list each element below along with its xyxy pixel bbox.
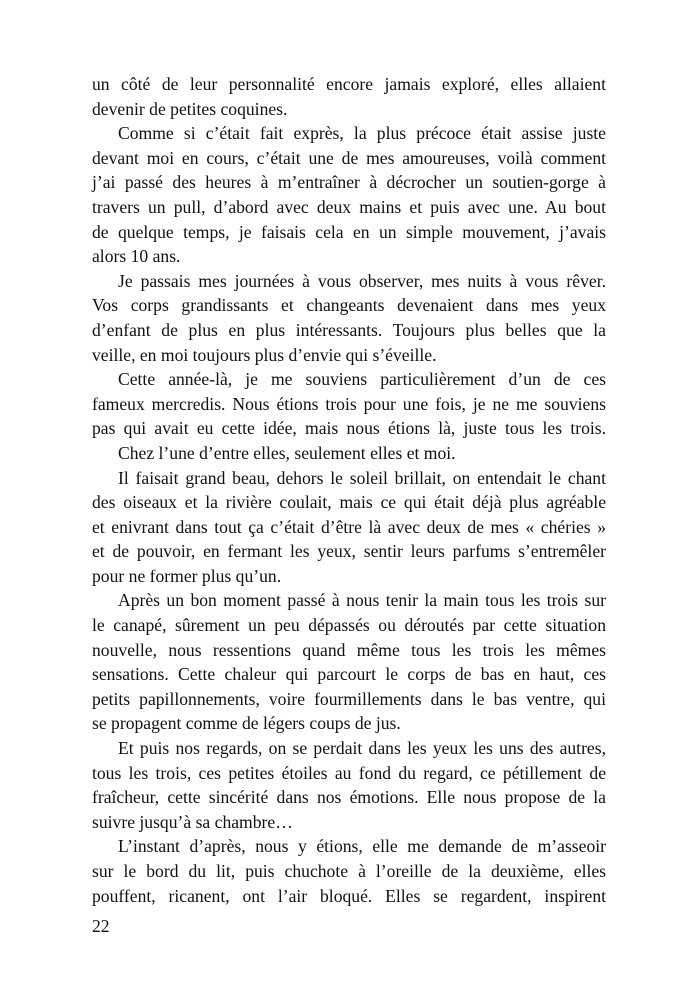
text-line: j’ai passé des heures à m’entraîner à décrocher un soutien-gorge à	[92, 172, 606, 193]
text-line: pour ne former plus qu’un.	[92, 565, 282, 586]
text-line: se propagent comme de légers coups de jus.	[92, 713, 401, 734]
text-line: et enivrant dans tout ça c’était d’être là avec deux de mes « chéries »	[92, 516, 606, 537]
text-line: de quelque temps, je faisais cela en un simple mouvement, j’avais	[92, 221, 606, 242]
text-line: Après un bon moment passé à nous tenir la main tous les trois sur	[118, 590, 606, 611]
text-line: un côté de leur personnalité encore jamais exploré, elles allaient	[92, 74, 606, 94]
text-line: pouffent, ricanent, ont l’air bloqué. Elles se regardent, inspirent	[92, 885, 606, 906]
text-line: fraîcheur, cette sincérité dans nos émotions. Elle nous propose de la	[92, 787, 606, 808]
paragraph	[92, 588, 606, 736]
text-line: petits papillonnements, voire fourmillements dans le bas ventre, qui	[92, 688, 606, 709]
paragraph	[92, 121, 606, 269]
text-line: suivre jusqu’à sa chambre…	[92, 811, 293, 832]
text-line: le canapé, sûrement un peu dépassés ou déroutés par cette situation	[92, 615, 606, 636]
paragraph	[92, 466, 606, 589]
text-line: tous les trois, ces petites étoiles au fond du regard, ce pétillement de	[92, 762, 606, 783]
text-line: des oiseaux et la rivière coulait, mais ce qui était déjà plus agréable	[92, 492, 606, 513]
paragraph	[92, 834, 606, 908]
text-line: d’enfant de plus en plus intéressants. Toujours plus belles que la	[92, 319, 606, 340]
body-text	[92, 72, 606, 908]
text-line: alors 10 ans.	[92, 246, 181, 267]
text-line: Et puis nos regards, on se perdait dans les yeux les uns des autres,	[118, 738, 606, 759]
text-line: fameux mercredis. Nous étions trois pour une fois, je ne me souviens	[92, 393, 606, 414]
text-line: Il faisait grand beau, dehors le soleil brillait, on entendait le chant	[118, 467, 606, 488]
paragraph	[92, 269, 606, 367]
paragraph	[92, 367, 606, 441]
paragraph	[92, 736, 606, 834]
text-line: travers un pull, d’abord avec deux mains et puis avec une. Au bout	[92, 196, 606, 217]
text-line: nouvelle, nous ressentions quand même tous les trois les mêmes	[92, 639, 606, 660]
text-line: sur le bord du lit, puis chuchote à l’oreille de la deuxième, elles	[92, 861, 606, 881]
page-number: 22	[92, 916, 110, 936]
text-line: sensations. Cette chaleur qui parcourt le corps de bas en haut, ces	[92, 664, 606, 685]
text-line: et de pouvoir, en fermant les yeux, sentir leurs parfums s’entremêler	[92, 541, 606, 562]
paragraph	[92, 72, 606, 121]
text-line: Vos corps grandissants et changeants devenaient dans mes yeux	[92, 295, 606, 316]
text-line: devenir de petites coquines.	[92, 98, 288, 119]
text-line: pas qui avait eu cette idée, mais nous étions là, juste tous les trois.	[92, 418, 606, 439]
text-line: veille, en moi toujours plus d’envie qui s’éveille.	[92, 344, 437, 365]
text-line: devant moi en cours, c’était une de mes amoureuses, voilà comment	[92, 147, 606, 168]
paragraph	[92, 441, 606, 466]
text-line: Chez l’une d’entre elles, seulement elles et moi.	[118, 442, 456, 463]
text-line: Je passais mes journées à vous observer, mes nuits à vous rêver.	[118, 270, 606, 291]
text-line: Comme si c’était fait exprès, la plus précoce était assise juste	[118, 123, 606, 144]
text-line: L’instant d’après, nous y étions, elle me demande de m’asseoir	[118, 836, 606, 857]
text-line: Cette année-là, je me souviens particulièrement d’un de ces	[118, 369, 606, 390]
